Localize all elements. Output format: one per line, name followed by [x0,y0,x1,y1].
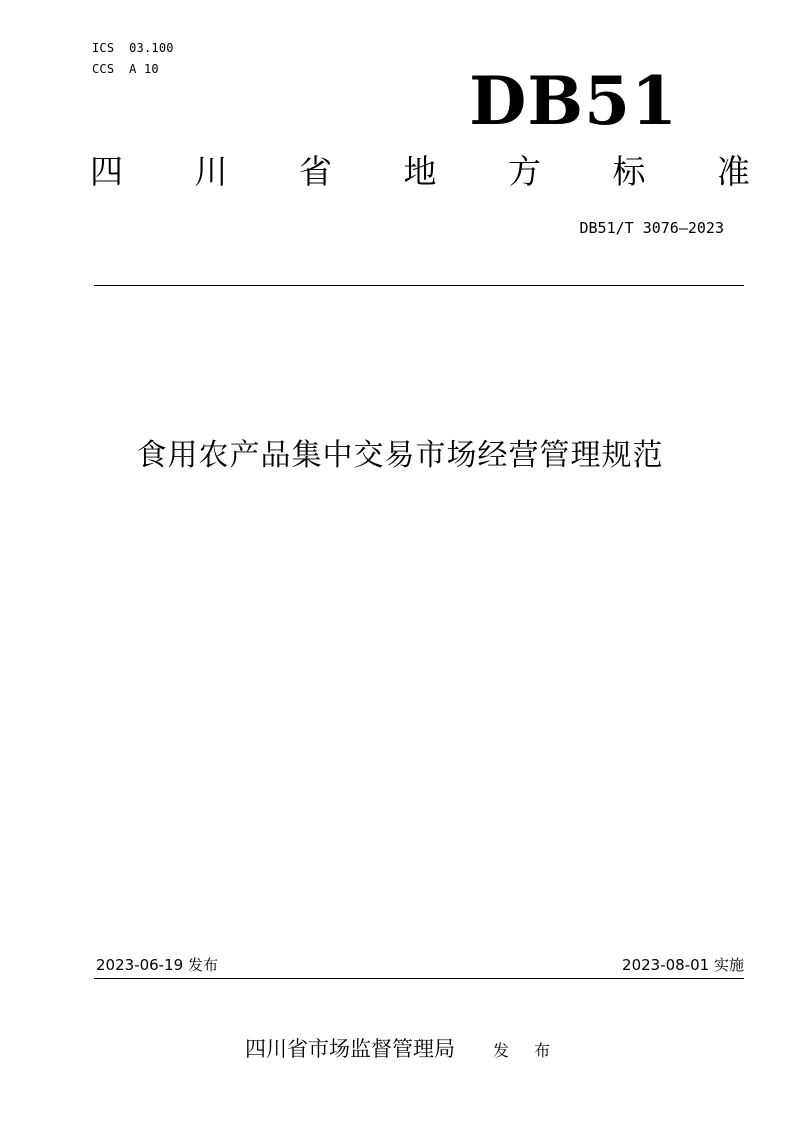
standard-type-char: 川 [194,152,228,191]
standard-type-char: 标 [612,152,646,191]
db51-logo: DB51 [469,62,678,140]
standard-type-char: 省 [299,152,332,191]
ics-code: ICS 03.100 [92,41,174,55]
ccs-code: CCS A 10 [92,62,159,76]
standard-type-char: 四 [90,152,123,191]
publisher-name: 四川省市场监督管理局 [245,1037,455,1061]
standard-type-heading [90,152,750,192]
publisher-label: 发 布 [493,1041,561,1060]
standard-type-char: 准 [717,152,750,191]
document-title: 食用农产品集中交易市场经营管理规范 [136,438,664,473]
standard-number: DB51/T 3076—2023 [579,219,724,237]
top-divider [94,285,744,286]
standard-type-char: 方 [508,152,541,191]
classification-codes [92,38,174,80]
implementation-date: 2023-08-01 实施 [622,956,744,974]
standard-type-char: 地 [403,152,437,191]
issue-date: 2023-06-19 发布 [96,956,218,974]
bottom-divider [94,978,744,979]
publisher-line [245,1034,560,1066]
